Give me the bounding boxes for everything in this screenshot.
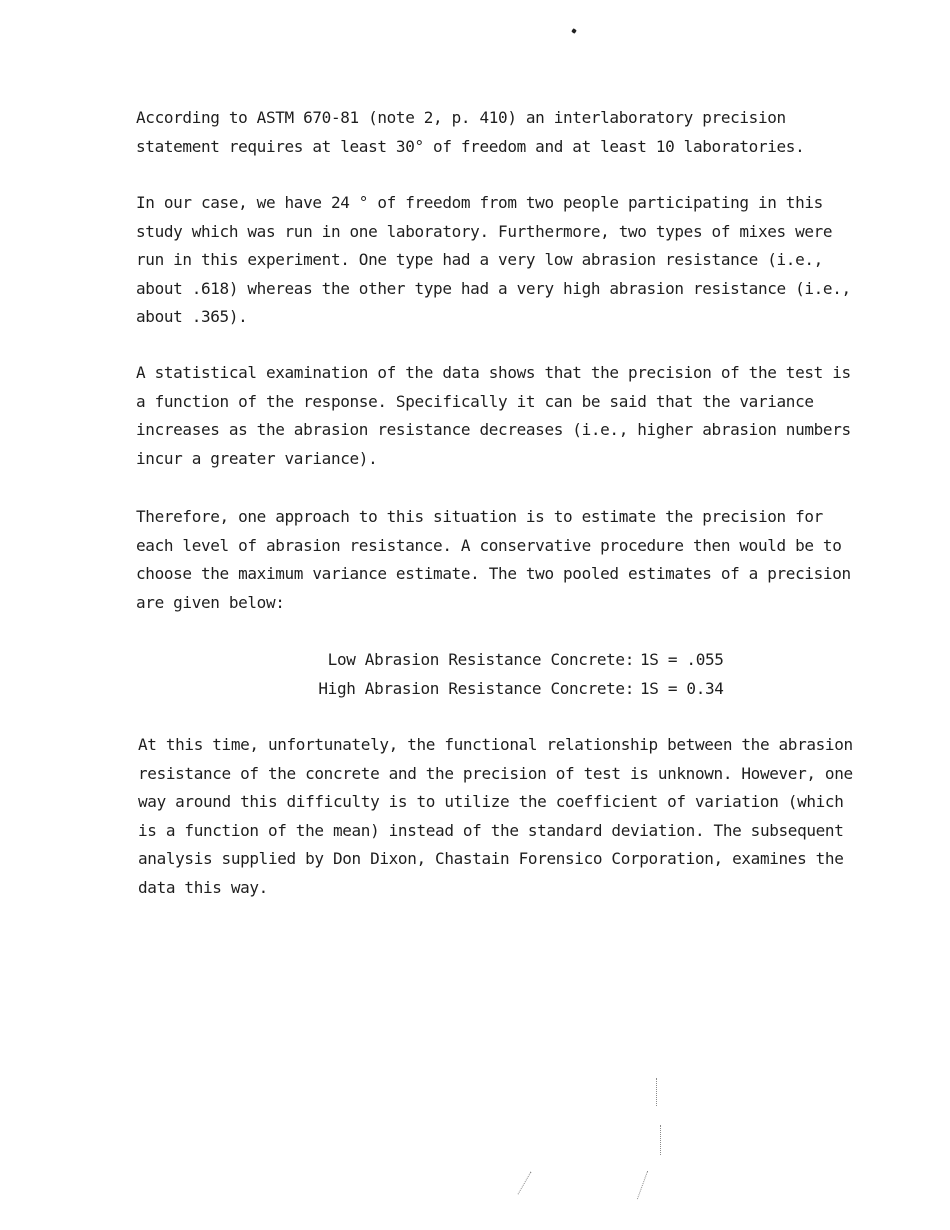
text-line: At this time, unfortunately, the functional relationship between the abrasion bbox=[138, 735, 853, 754]
estimate-label: High Abrasion Resistance Concrete: bbox=[318, 678, 634, 698]
paragraph-conclusion bbox=[138, 731, 898, 902]
paragraph-approach bbox=[136, 503, 896, 617]
text-line: statement requires at least 30° of freedom and at least 10 laboratories. bbox=[136, 136, 805, 156]
estimate-value: 1S = .055 bbox=[640, 650, 724, 669]
text-line: each level of abrasion resistance. A conservative procedure then would be to bbox=[136, 535, 842, 555]
text-line: about .365). bbox=[136, 307, 248, 326]
text-line: are given below: bbox=[136, 592, 285, 612]
estimate-value: 1S = 0.34 bbox=[640, 678, 724, 698]
text-line: way around this difficulty is to utilize the coefficient of variation (which bbox=[138, 792, 844, 811]
estimate-row-high bbox=[296, 675, 724, 704]
paragraph-statistical-examination bbox=[136, 359, 896, 473]
text-line: A statistical examination of the data shows that the precision of the test is bbox=[136, 363, 851, 382]
text-line: According to ASTM 670-81 (note 2, p. 410) an interlaboratory precision bbox=[136, 108, 786, 127]
text-line: resistance of the concrete and the precision of test is unknown. However, one bbox=[138, 763, 853, 783]
text-line: increases as the abrasion resistance decreases (i.e., higher abrasion numbers bbox=[136, 420, 851, 439]
scan-artifact-line bbox=[518, 1171, 532, 1194]
paragraph-our-case bbox=[136, 189, 896, 332]
estimate-label: Low Abrasion Resistance Concrete: bbox=[327, 650, 634, 669]
text-line: run in this experiment. One type had a very low abrasion resistance (i.e., bbox=[136, 250, 823, 269]
text-line: Therefore, one approach to this situation is to estimate the precision for bbox=[136, 507, 823, 526]
scan-artifact-line bbox=[656, 1078, 657, 1106]
scan-speck-mark bbox=[571, 28, 577, 34]
text-line: a function of the response. Specifically it can be said that the variance bbox=[136, 391, 814, 411]
precision-estimates bbox=[296, 646, 724, 703]
text-line: is a function of the mean) instead of the standard deviation. The subsequent bbox=[138, 820, 844, 840]
text-line: incur a greater variance). bbox=[136, 448, 378, 468]
text-line: In our case, we have 24 ° of freedom from two people participating in this bbox=[136, 193, 823, 212]
scan-artifact-line bbox=[660, 1125, 661, 1155]
text-line: choose the maximum variance estimate. The two pooled estimates of a precision bbox=[136, 564, 851, 583]
estimate-row-low bbox=[296, 646, 724, 675]
text-line: about .618) whereas the other type had a very high abrasion resistance (i.e., bbox=[136, 278, 851, 298]
scan-artifact-line bbox=[637, 1171, 648, 1200]
text-line: analysis supplied by Don Dixon, Chastain Forensico Corporation, examines the bbox=[138, 849, 844, 868]
text-line: study which was run in one laboratory. Furthermore, two types of mixes were bbox=[136, 221, 833, 241]
paragraph-astm-requirement bbox=[136, 104, 896, 161]
text-line: data this way. bbox=[138, 877, 268, 897]
